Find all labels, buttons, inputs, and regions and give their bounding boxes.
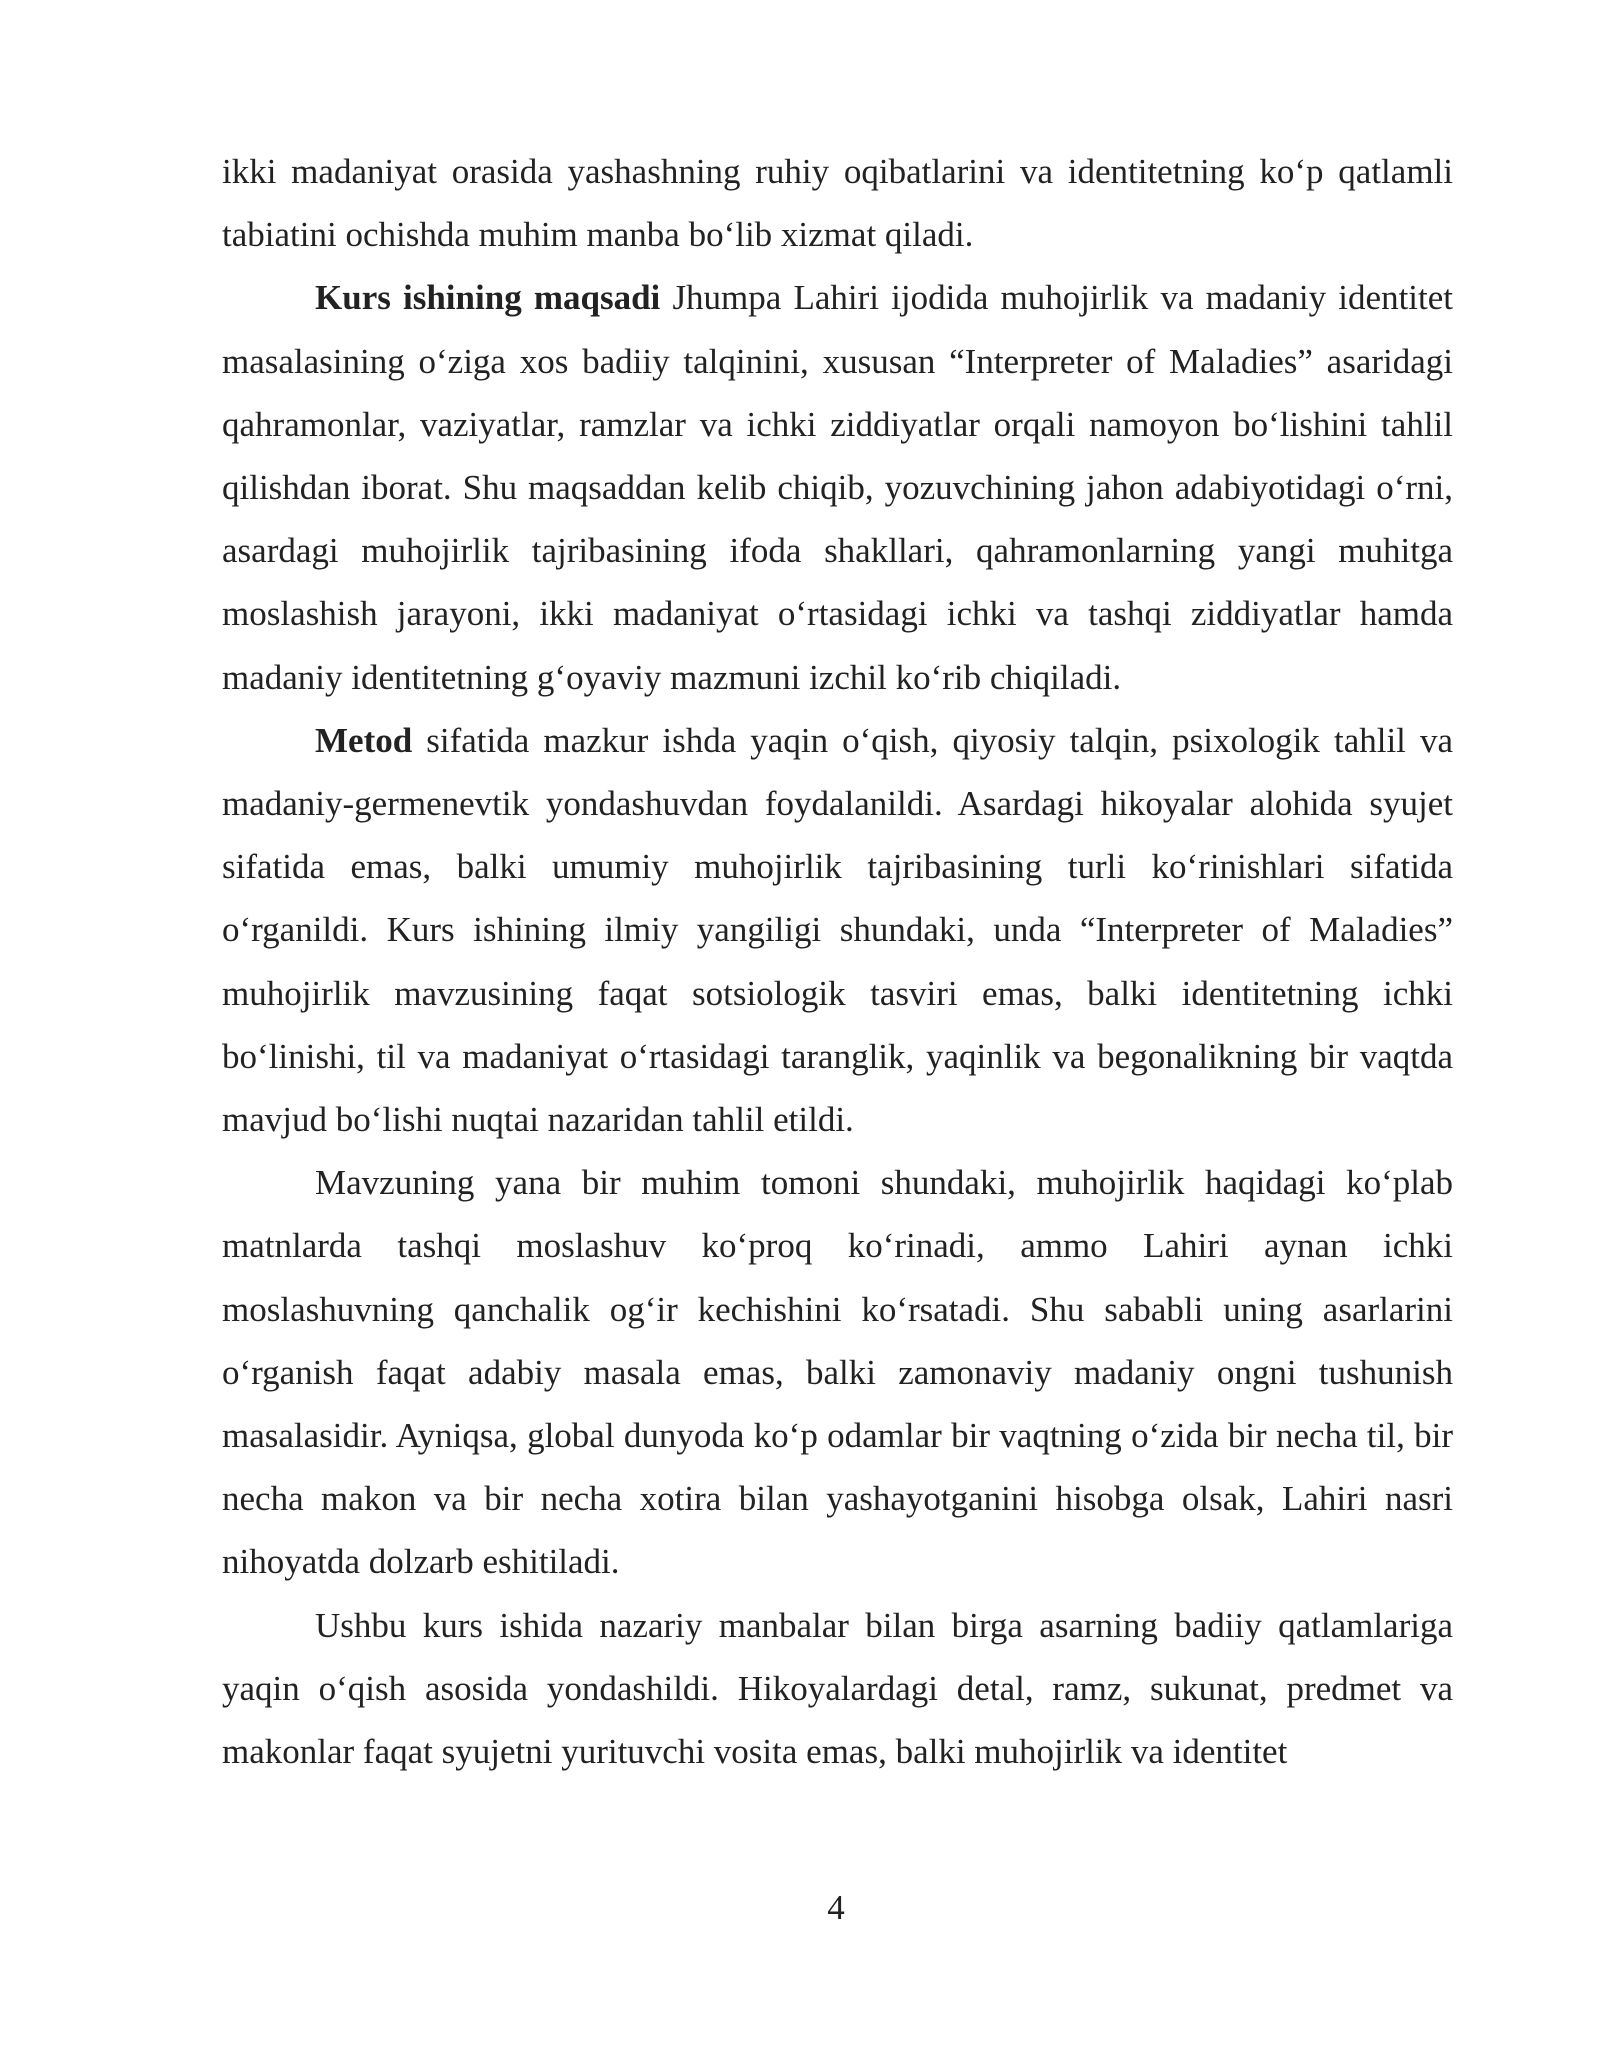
paragraph-text: sifatida mazkur ishda yaqin oʻqish, qiyosiy talqin, psixologik tahlil va madaniy-germenevtik yondashuvdan foydalanildi. Asardagi hikoyalar alohida syujet sifatida emas, balki umumiy muhojirlik tajribasining turli koʻrinishlari sifatida oʻrganildi. Kurs ishining ilmiy yangiligi shundaki, unda “Interpreter of Maladies” muhojirlik mavzusining faqat sotsiologik tasviri emas, balki identitetning ichki boʻlinishi, til va madaniyat oʻrtasidagi taranglik, yaqinlik va begonalikning bir vaqtda mavjud boʻlishi nuqtai nazaridan tahlil etildi. [222,720,1453,1140]
page-number: 4 [827,1888,845,1927]
paragraph-continuation [222,140,1453,266]
paragraph-text: Mavzuning yana bir muhim tomoni shundaki, muhojirlik haqidagi koʻplab matnlarda tashqi moslashuv koʻproq koʻrinadi, ammo Lahiri aynan ichki moslashuvning qanchalik ogʻir kechishini koʻrsatadi. Shu sababli uning asarlarini oʻrganish faqat adabiy masala emas, balki zamonaviy madaniy ongni tushunish masalasidir. Ayniqsa, global dunyoda koʻp odamlar bir vaqtning oʻzida bir necha til, bir necha makon va bir necha xotira bilan yashayotganini hisobga olsak, Lahiri nasri nihoyatda dolzarb eshitiladi. [222,1163,1453,1582]
paragraph-text: Ushbu kurs ishida nazariy manbalar bilan birga asarning badiiy qatlamlariga yaqin oʻqish asosida yondashildi. Hikoyalardagi detal, ramz, sukunat, predmet va makonlar faqat syujetni yurituvchi vosita emas, balki muhojirlik va identitet [222,1605,1453,1772]
paragraph-text: ikki madaniyat orasida yashashning ruhiy oqibatlarini va identitetning koʻp qatlamli tabiatini ochishda muhim manba boʻlib xizmat qiladi. [222,152,1453,255]
paragraph-purpose [222,266,1453,708]
paragraph-lead: Kurs ishining maqsadi [315,278,661,318]
paragraph-approach [222,1594,1453,1784]
paragraph-topic-relevance [222,1151,1453,1593]
paragraph-text: Jhumpa Lahiri ijodida muhojirlik va madaniy identitet masalasining oʻziga xos badiiy talqinini, xususan “Interpreter of Maladies” asaridagi qahramonlar, vaziyatlar, ramzlar va ichki ziddiyatlar orqali namoyon boʻlishini tahlil qilishdan iborat. Shu maqsaddan kelib chiqib, yozuvchining jahon adabiyotidagi oʻrni, asardagi muhojirlik tajribasining ifoda shakllari, qahramonlarning yangi muhitga moslashish jarayoni, ikki madaniyat oʻrtasidagi ichki va tashqi ziddiyatlar hamda madaniy identitetning gʻoyaviy mazmuni izchil koʻrib chiqiladi. [222,278,1453,697]
paragraph-method [222,709,1453,1151]
paragraph-lead: Metod [315,720,413,760]
